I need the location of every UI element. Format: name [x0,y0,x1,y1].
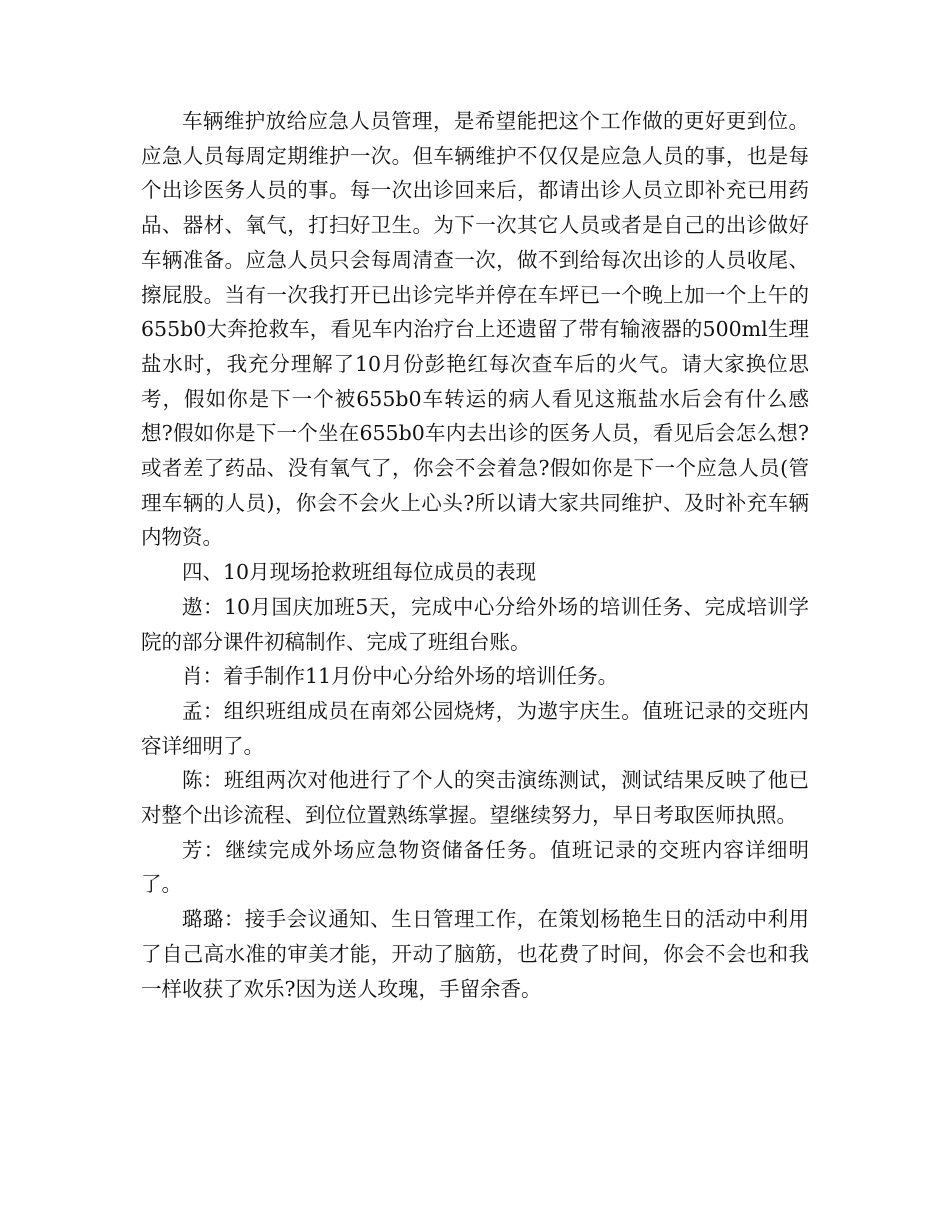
paragraph-member-lulu: 璐璐：接手会议通知、生日管理工作，在策划杨艳生日的活动中利用了自己高水准的审美才能，开动了脑筋，也花费了时间，你会不会也和我一样收获了欢乐?因为送人玫瑰，手留余香。 [141,907,809,1001]
paragraph-vehicle-maintenance: 车辆维护放给应急人员管理，是希望能把这个工作做的更好更到位。应急人员每周定期维护一次。但车辆维护不仅仅是应急人员的事，也是每个出诊医务人员的事。每一次出诊回来后，都请出诊人员立即补充已用药品、器材、氧气，打扫好卫生。为下一次其它人员或者是自己的出诊做好车辆准备。应急人员只会每周清查一次，做不到给每次出诊的人员收尾、擦屁股。当有一次我打开已出诊完毕并停在车坪已一个晚上加一个上午的655b0大奔抢救车，看见车内治疗台上还遗留了带有输液器的500ml生理盐水时，我充分理解了10月份彭艳红每次查车后的火气。请大家换位思考，假如你是下一个被655b0车转运的病人看见这瓶盐水后会有什么感想?假如你是下一个坐在655b0车内去出诊的医务人员，看见后会怎么想?或者差了药品、没有氧气了，你会不会着急?假如你是下一个应急人员(管理车辆的人员)，你会不会火上心头?所以请大家共同维护、及时补充车辆内物资。 [141,109,809,550]
paragraph-member-fang: 芳：继续完成外场应急物资储备任务。值班记录的交班内容详细明了。 [141,837,809,897]
paragraph-member-chen: 陈：班组两次对他进行了个人的突击演练测试，测试结果反映了他已对整个出诊流程、到位位置熟练掌握。望继续努力，早日考取医师执照。 [141,768,809,828]
paragraph-member-ao: 遨：10月国庆加班5天，完成中心分给外场的培训任务、完成培训学院的部分课件初稿制作、完成了班组台账。 [141,594,809,654]
document-body [141,104,809,1006]
paragraph-member-meng: 孟：组织班组成员在南郊公园烧烤，为遨宇庆生。值班记录的交班内容详细明了。 [141,698,809,758]
paragraph-member-xiao: 肖：着手制作11月份中心分给外场的培训任务。 [182,664,619,689]
section-heading-team-performance: 四、10月现场抢救班组每位成员的表现 [182,560,537,585]
